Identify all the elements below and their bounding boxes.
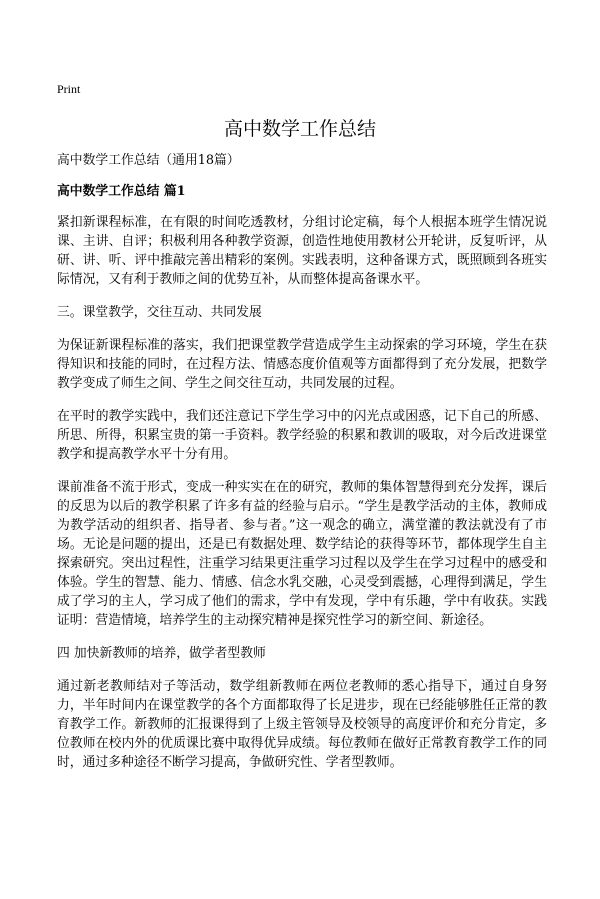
print-label: Print (57, 82, 81, 96)
paragraph-heading: 四 加快新教师的培养，做学者型教师 (57, 646, 266, 661)
paragraph: 课前准备不流于形式，变成一种实实在在的研究，教师的集体智慧得到充分发挥，课后的反思为以后的教学积累了许多有益的经验与启示。“学生是教学活动的主体，教师成为教学活动的组织者、指导者、参与者。”这一观念的确立，满堂灌的教法就没有了市场。无论是问题的提出，还是已有数据处理、数学结论的获得等环节，都体现学生自主探索研究。突出过程性，注重学习结果更注重学习过程以及学生在学习过程中的感受和体验。学生的智慧、能力、情感、信念水乳交融，心灵受到震撼，心理得到满足，学生成了学习的主人，学习成了他们的需求，学中有发现，学中有乐趣，学中有收获。实践证明：营造情境，培养学生的主动探究精神是探究性学习的新空间、新途径。 (57, 480, 547, 628)
paragraph: 在平时的教学实践中，我们还注意记下学生学习中的闪光点或困惑，记下自己的所感、所思、所得，积累宝贵的第一手资料。教学经验的积累和教训的吸取，对今后改进课堂教学和提高教学水平十分有用。 (57, 409, 547, 462)
paragraph: 通过新老教师结对子等活动，数学组新教师在两位老教师的悉心指导下，通过自身努力，半年时间内在课堂教学的各个方面都取得了长足进步，现在已经能够胜任正常的教育教学工作。新教师的汇报课得到了上级主管领导及校领导的高度评价和充分肯定，多位教师在校内外的优质课比赛中取得优异成绩。每位教师在做好正常教育教学工作的同时，通过多种途径不断学习提高，争做研究性、学者型教师。 (57, 679, 547, 770)
document-subtitle: 高中数学工作总结（通用18篇） (57, 153, 240, 168)
section-title: 高中数学工作总结 篇1 (57, 184, 186, 199)
paragraph: 紧扣新课程标准，在有限的时间吃透教材，分组讨论定稿，每个人根据本班学生情况说课、主讲、自评；积极利用各种教学资源，创造性地使用教材公开轮讲，反复听评，从研、讲、听、评中推敲完善出精彩的案例。实践表明，这种备课方式，既照顾到各班实际情况，又有利于教师之间的优势互补，从而整体提高备课水平。 (57, 215, 547, 287)
paragraph: 为保证新课程标准的落实，我们把课堂教学营造成学生主动探索的学习环境，学生在获得知识和技能的同时，在过程方法、情感态度价值观等方面都得到了充分发展，把数学教学变成了师生之间、学生之间交往互动，共同发展的过程。 (57, 338, 547, 391)
document-body (57, 151, 547, 786)
document-title: 高中数学工作总结 (223, 118, 376, 140)
paragraph-heading: 三。课堂教学，交往互动、共同发展 (57, 305, 262, 320)
